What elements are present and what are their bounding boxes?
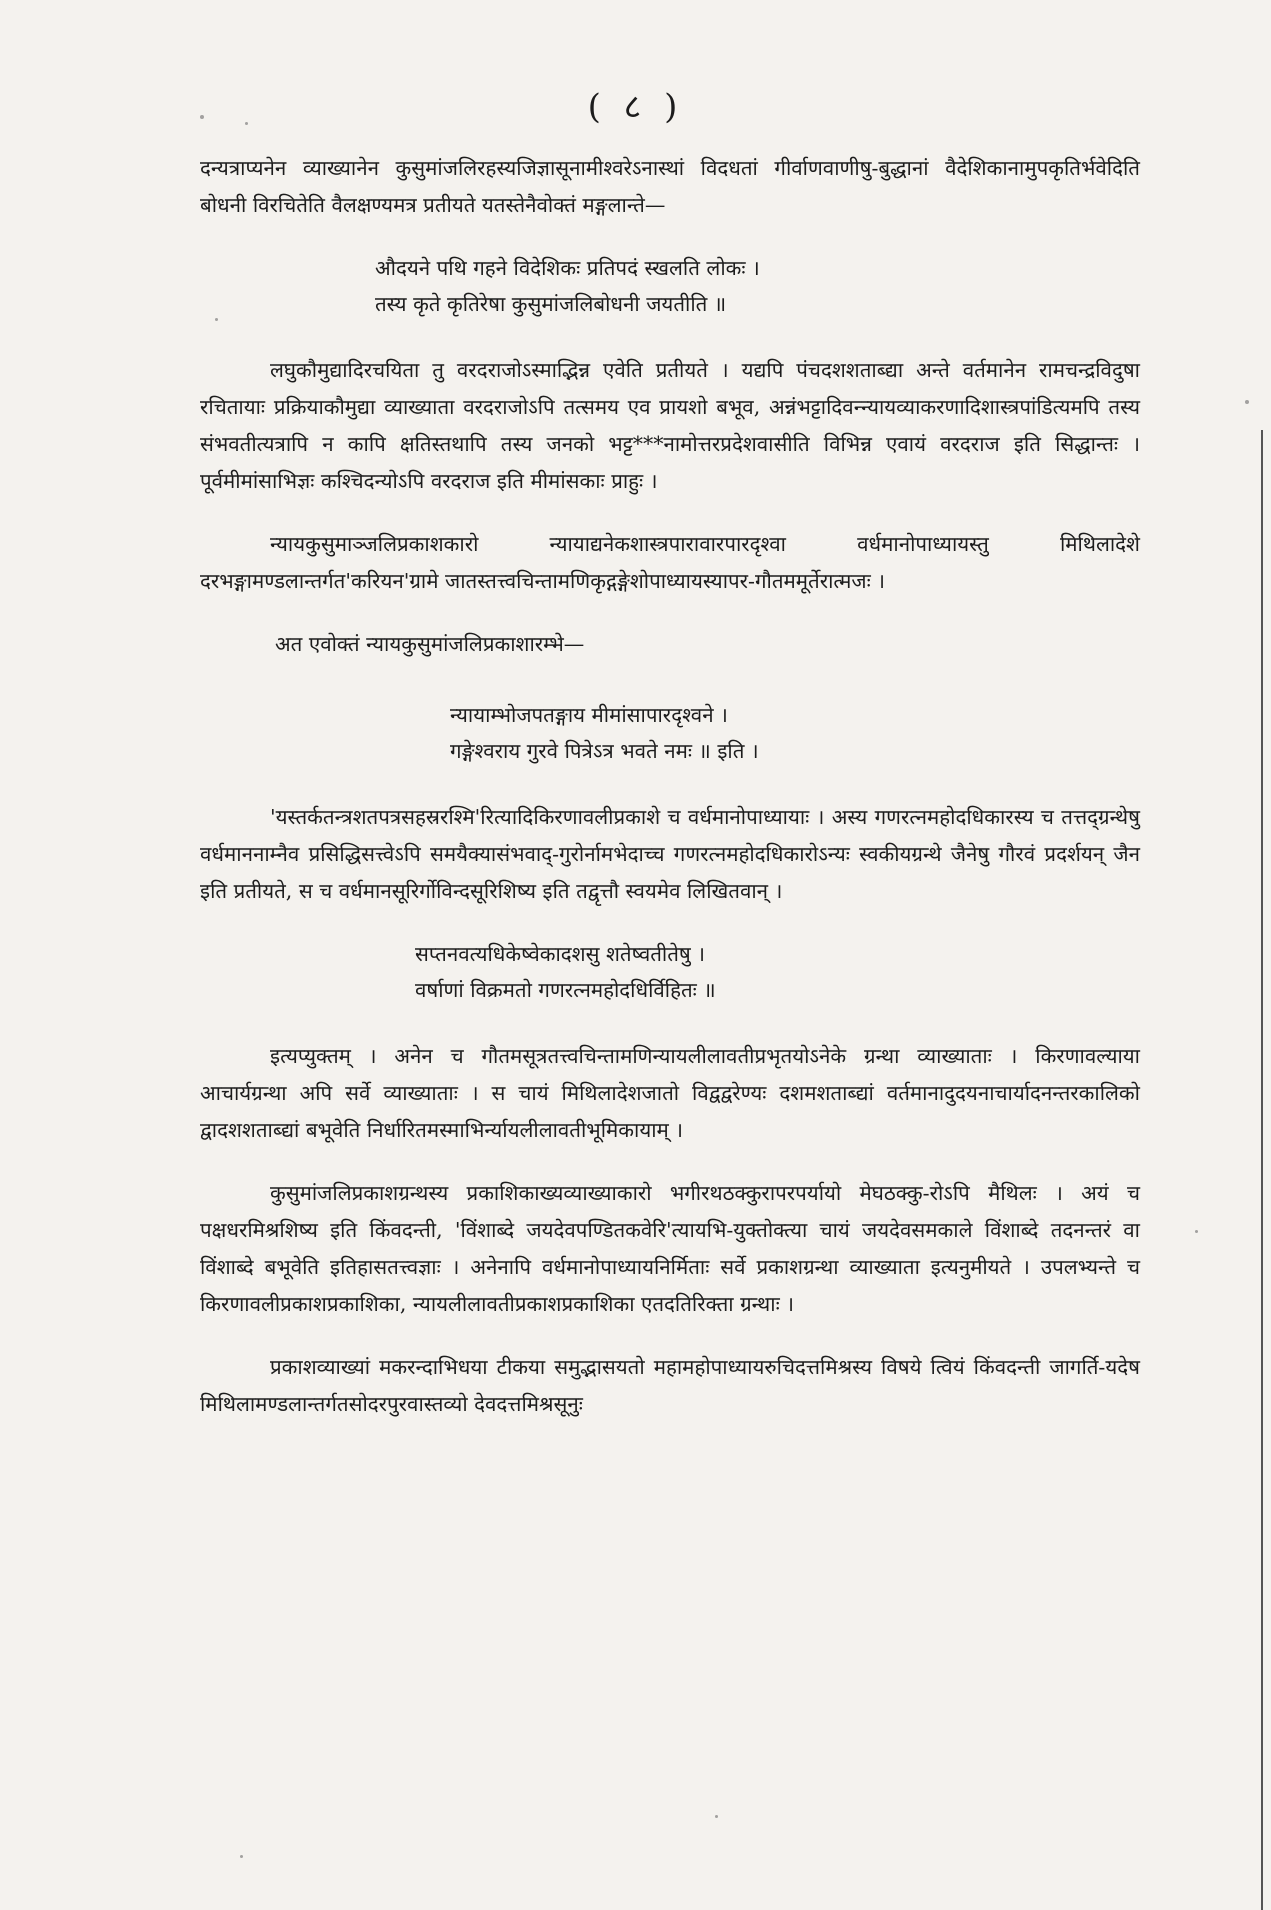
paragraph-1: दन्यत्राप्यनेन व्याख्यानेन कुसुमांजलिरहस्यजिज्ञासूनामीश्वरेऽनास्थां विदधतां गीर्वाणवाणीषु-बुद्धानां वैदेशिकानामुपकृतिर्भवेदिति बोधनी विरचितेति वैलक्षण्यमत्र प्रतीयते यतस्तेनैवोक्तं मङ्गलान्ते— (200, 156, 1140, 217)
verse-2 (200, 697, 1140, 769)
verse-1-line-2: तस्य कृते कृतिरेषा कुसुमांजलिबोधनी जयतीति ॥ (375, 292, 727, 316)
verse-3 (200, 936, 1140, 1008)
scan-speckle (215, 318, 218, 321)
scan-speckle (715, 1815, 718, 1818)
paragraph-4: अत एवोक्तं न्यायकुसुमांजलिप्रकाशारम्भे— (275, 632, 585, 656)
scan-speckle (1245, 400, 1249, 404)
verse-2-line-2: गङ्गेश्वराय गुरवे पित्रेऽत्र भवते नमः ॥ इति । (450, 739, 759, 763)
verse-3-line-1: सप्तनवत्यधिकेष्वेकादशसु शतेष्वतीतेषु । (415, 942, 706, 966)
paragraph-3: न्यायकुसुमाञ्जलिप्रकाशकारो न्यायाद्यनेकशास्त्रपारावारपारदृश्वा वर्धमानोपाध्यायस्तु मिथिलादेशे दरभङ्गामण्डलान्तर्गत'करियन'ग्रामे जातस्तत्त्वचिन्तामणिकृद्गङ्गेशोपाध्यायस्यापर-गौतममूर्तेरात्मजः । (200, 532, 1140, 593)
scan-speckle (200, 115, 204, 119)
scan-speckle (240, 1855, 243, 1858)
paragraph-6: इत्यप्युक्तम् । अनेन च गौतमसूत्रतत्त्वचिन्तामणिन्यायलीलावतीप्रभृतयोऽनेके ग्रन्था व्याख्याताः । किरणावल्याया आचार्यग्रन्था अपि सर्वे व्याख्याताः । स चायं मिथिलादेशजातो विद्वद्वरेण्यः दशमशताब्द्यां वर्तमानादुदयनाचार्यादनन्तरकालिको द्वादशशताब्द्यां बभूवेति निर्धारितमस्माभिर्न्यायलीलावतीभूमिकायाम् । (200, 1044, 1140, 1142)
verse-3-line-2: वर्षाणां विक्रमतो गणरत्नमहोदधिर्विहितः ॥ (415, 978, 716, 1002)
scan-speckle (1195, 1230, 1198, 1233)
paragraph-5: 'यस्तर्कतन्त्रशतपत्रसहस्ररश्मि'रित्यादिकिरणावलीप्रकाशे च वर्धमानोपाध्यायाः । अस्य गणरत्नमहोदधिकारस्य च तत्तद्ग्रन्थेषु वर्धमाननाम्नैव प्रसिद्धिसत्त्वेऽपि समयैक्यासंभवाद्-गुरोर्नामभेदाच्च गणरत्नमहोदधिकारोऽन्यः स्वकीयग्रन्थे जैनेषु गौरवं प्रदर्शयन् जैन इति प्रतीयते, स च वर्धमानसूरिर्गोविन्दसूरिशिष्य इति तद्वृत्तौ स्वयमेव लिखितवान् । (200, 805, 1140, 903)
scan-speckle (245, 122, 248, 125)
page-body (200, 150, 1140, 1449)
page-number: ( ८ ) (587, 87, 684, 127)
paragraph-2: लघुकौमुद्यादिरचयिता तु वरदराजोऽस्माद्भिन्न एवेति प्रतीयते । यद्यपि पंचदशशताब्द्या अन्ते वर्तमानेन रामचन्द्रविदुषा रचितायाः प्रक्रियाकौमुद्या व्याख्याता वरदराजोऽपि तत्समय एव प्रायशो बभूव, अन्नंभट्टादिवन्न्यायव्याकरणादिशास्त्रपांडित्यमपि तस्य संभवतीत्यत्रापि न कापि क्षतिस्तथापि तस्य जनको भट्ट***नामोत्तरप्रदेशवासीति विभिन्न एवायं वरदराज इति सिद्धान्तः । पूर्वमीमांसाभिज्ञः कश्चिदन्योऽपि वरदराज इति मीमांसकाः प्राहुः । (200, 358, 1140, 493)
verse-2-line-1: न्यायाम्भोजपतङ्गाय मीमांसापारदृश्वने । (450, 703, 728, 727)
verse-1 (200, 250, 1140, 322)
verse-1-line-1: औदयने पथि गहने विदेशिकः प्रतिपदं स्खलति लोकः । (375, 256, 760, 280)
scan-edge-line (1261, 430, 1263, 1910)
paragraph-7: कुसुमांजलिप्रकाशग्रन्थस्य प्रकाशिकाख्यव्याख्याकारो भगीरथठक्कुरापरपर्यायो मेघठक्कु-रोऽपि मैथिलः । अयं च पक्षधरमिश्रशिष्य इति किंवदन्ती, 'विंशाब्दे जयदेवपण्डितकवेरि'त्यायभि-युक्तोक्त्या चायं जयदेवसमकाले विंशाब्दे तदनन्तरं वा विंशाब्दे बभूवेति इतिहासतत्त्वज्ञाः । अनेनापि वर्धमानोपाध्यायनिर्मिताः सर्वे प्रकाशग्रन्था व्याख्याता इत्यनुमीयते । उपलभ्यन्ते च किरणावलीप्रकाशप्रकाशिका, न्यायलीलावतीप्रकाशप्रकाशिका एतदतिरिक्ता ग्रन्थाः । (200, 1181, 1140, 1316)
paragraph-8: प्रकाशव्याख्यां मकरन्दाभिधया टीकया समुद्भासयतो महामहोपाध्यायरुचिदत्तमिश्रस्य विषये त्वियं किंवदन्ती जागर्ति-यदेष मिथिलामण्डलान्तर्गतसोदरपुरवास्तव्यो देवदत्तमिश्रसूनुः (200, 1355, 1140, 1416)
